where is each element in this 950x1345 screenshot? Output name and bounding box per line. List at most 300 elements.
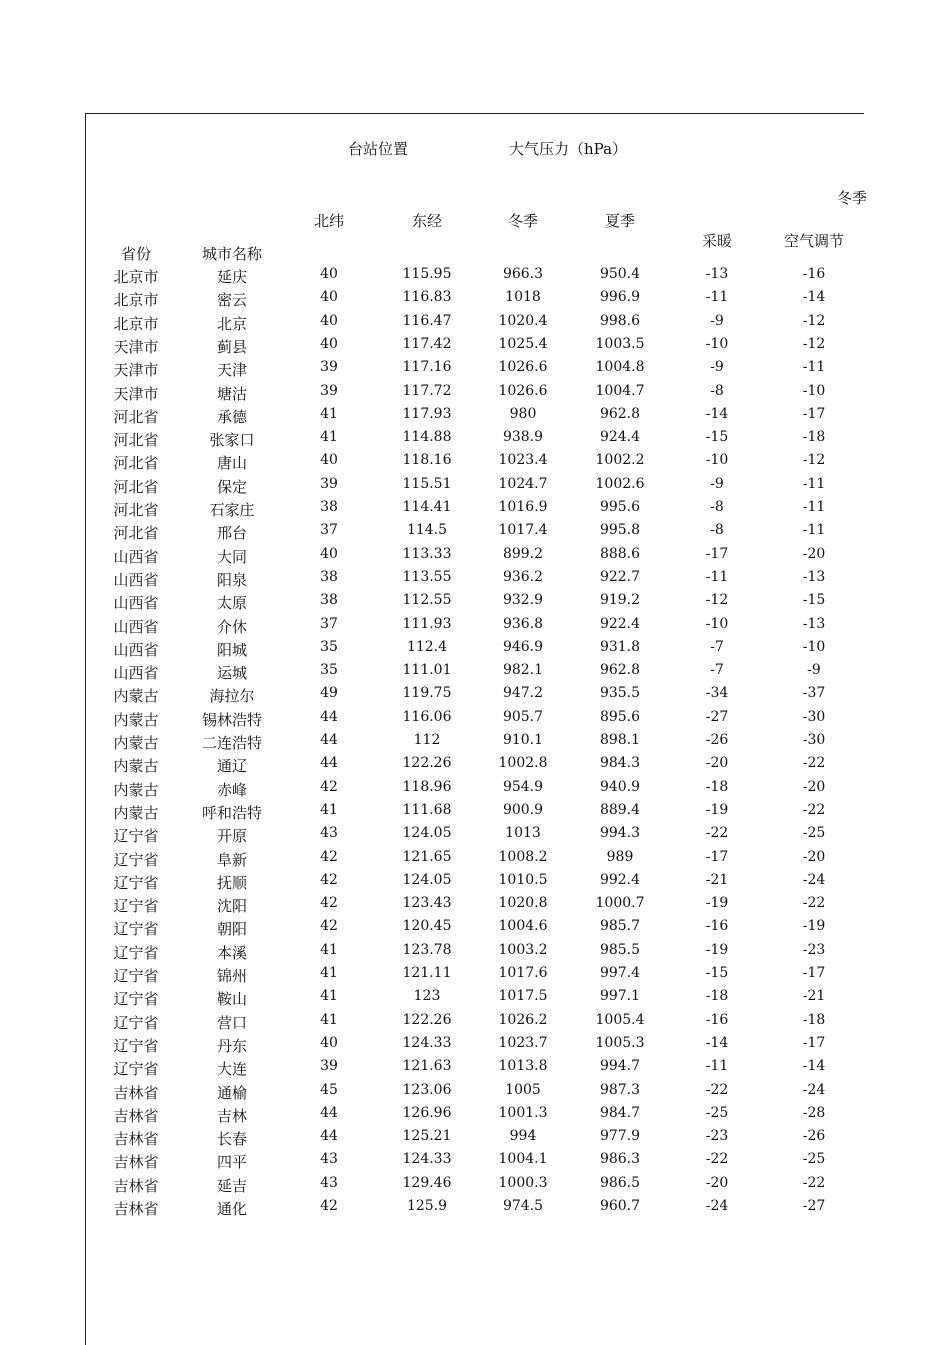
cell-summer-pressure: 977.9 bbox=[599, 1128, 641, 1145]
cell-heating-temp: -13 bbox=[705, 266, 729, 282]
cell-aircon-temp: -12 bbox=[802, 312, 826, 329]
cell-aircon-temp: -30 bbox=[802, 708, 826, 725]
cell-winter-pressure: 1004.6 bbox=[498, 918, 548, 935]
cell-lon: 113.55 bbox=[402, 568, 452, 585]
cell-aircon-temp: -19 bbox=[802, 918, 826, 935]
cell-province: 山西省 bbox=[113, 570, 159, 589]
cell-lon: 124.33 bbox=[402, 1151, 452, 1168]
cell-lon: 125.9 bbox=[406, 1198, 448, 1214]
cell-lat: 38 bbox=[320, 499, 338, 515]
cell-lon: 117.72 bbox=[402, 382, 452, 399]
cell-aircon-temp: -30 bbox=[802, 732, 826, 748]
cell-summer-pressure: 994.7 bbox=[599, 1058, 641, 1075]
cell-winter-pressure: 1008.2 bbox=[498, 848, 548, 865]
cell-heating-temp: -16 bbox=[705, 918, 729, 935]
cell-winter-pressure: 1025.4 bbox=[498, 335, 548, 352]
cell-province: 吉林省 bbox=[113, 1083, 159, 1102]
cell-aircon-temp: -14 bbox=[802, 289, 826, 306]
header-province: 省份 bbox=[120, 245, 152, 263]
header-pressure: 大气压力（hPa） bbox=[508, 140, 628, 158]
cell-heating-temp: -18 bbox=[705, 778, 729, 795]
cell-summer-pressure: 992.4 bbox=[599, 871, 641, 888]
cell-city: 营口 bbox=[216, 1013, 248, 1032]
cell-summer-pressure: 960.7 bbox=[599, 1198, 641, 1214]
cell-city: 北京 bbox=[216, 314, 248, 333]
cell-lat: 41 bbox=[320, 1011, 338, 1028]
cell-winter-pressure: 905.7 bbox=[502, 708, 544, 725]
cell-lat: 42 bbox=[320, 1198, 338, 1214]
cell-lon: 118.96 bbox=[402, 778, 452, 795]
cell-heating-temp: -34 bbox=[705, 685, 729, 702]
cell-summer-pressure: 962.8 bbox=[599, 662, 641, 679]
cell-lon: 119.75 bbox=[402, 685, 452, 702]
cell-lat: 42 bbox=[320, 778, 338, 795]
cell-heating-temp: -10 bbox=[705, 335, 729, 352]
cell-city: 长春 bbox=[216, 1130, 248, 1149]
cell-city: 蓟县 bbox=[216, 337, 248, 356]
cell-city: 塘沽 bbox=[216, 384, 248, 403]
cell-lat: 44 bbox=[320, 1104, 338, 1121]
header-station-position: 台站位置 bbox=[347, 140, 409, 158]
cell-city: 密云 bbox=[216, 291, 248, 310]
cell-winter-pressure: 1023.7 bbox=[498, 1034, 548, 1051]
cell-lat: 37 bbox=[320, 615, 338, 632]
cell-lon: 124.05 bbox=[402, 871, 452, 888]
cell-heating-temp: -17 bbox=[705, 848, 729, 865]
cell-lon: 121.11 bbox=[402, 965, 452, 981]
cell-lat: 40 bbox=[320, 312, 338, 329]
cell-heating-temp: -11 bbox=[705, 1058, 729, 1075]
cell-heating-temp: -27 bbox=[705, 708, 729, 725]
cell-province: 辽宁省 bbox=[113, 920, 159, 939]
cell-winter-pressure: 1013 bbox=[505, 825, 541, 842]
cell-lon: 114.88 bbox=[402, 429, 452, 446]
cell-province: 辽宁省 bbox=[113, 1060, 159, 1079]
cell-lat: 37 bbox=[320, 522, 338, 539]
cell-summer-pressure: 935.5 bbox=[599, 685, 641, 702]
cell-winter-pressure: 1023.4 bbox=[498, 452, 548, 469]
cell-winter-pressure: 1010.5 bbox=[498, 871, 548, 888]
cell-aircon-temp: -28 bbox=[802, 1104, 826, 1121]
cell-province: 河北省 bbox=[113, 431, 159, 450]
cell-lon: 123 bbox=[413, 988, 441, 1005]
cell-heating-temp: -15 bbox=[705, 965, 729, 981]
cell-lat: 42 bbox=[320, 895, 338, 912]
cell-heating-temp: -8 bbox=[710, 522, 724, 539]
cell-lon: 120.45 bbox=[402, 918, 452, 935]
header-lon: 东经 bbox=[411, 212, 443, 230]
cell-summer-pressure: 989 bbox=[606, 848, 634, 865]
cell-summer-pressure: 998.6 bbox=[599, 312, 641, 329]
cell-lon: 113.33 bbox=[402, 545, 452, 562]
cell-aircon-temp: -24 bbox=[802, 1081, 826, 1098]
cell-lat: 39 bbox=[320, 475, 338, 492]
cell-lon: 114.41 bbox=[402, 499, 452, 515]
cell-lon: 112.55 bbox=[402, 592, 452, 609]
cell-province: 内蒙古 bbox=[113, 757, 159, 776]
cell-city: 阳泉 bbox=[216, 570, 248, 589]
cell-lon: 114.5 bbox=[406, 522, 448, 539]
cell-aircon-temp: -24 bbox=[802, 871, 826, 888]
cell-lat: 43 bbox=[320, 825, 338, 842]
cell-aircon-temp: -21 bbox=[802, 988, 826, 1005]
cell-aircon-temp: -22 bbox=[802, 801, 826, 818]
cell-winter-pressure: 954.9 bbox=[502, 778, 544, 795]
cell-winter-pressure: 1017.4 bbox=[498, 522, 548, 539]
cell-winter-pressure: 1016.9 bbox=[498, 499, 548, 515]
cell-summer-pressure: 1004.8 bbox=[595, 359, 645, 376]
cell-winter-pressure: 1018 bbox=[505, 289, 541, 306]
cell-summer-pressure: 985.5 bbox=[599, 941, 641, 958]
cell-province: 辽宁省 bbox=[113, 990, 159, 1009]
cell-lat: 38 bbox=[320, 568, 338, 585]
cell-aircon-temp: -15 bbox=[802, 592, 826, 609]
cell-heating-temp: -22 bbox=[705, 1151, 729, 1168]
cell-winter-pressure: 1013.8 bbox=[498, 1058, 548, 1075]
cell-city: 阜新 bbox=[216, 850, 248, 869]
cell-province: 河北省 bbox=[113, 477, 159, 496]
cell-province: 天津市 bbox=[113, 361, 159, 380]
cell-heating-temp: -22 bbox=[705, 1081, 729, 1098]
cell-province: 山西省 bbox=[113, 617, 159, 636]
cell-summer-pressure: 950.4 bbox=[599, 266, 641, 282]
cell-aircon-temp: -23 bbox=[802, 941, 826, 958]
cell-province: 山西省 bbox=[113, 594, 159, 613]
cell-winter-pressure: 899.2 bbox=[502, 545, 544, 562]
cell-lon: 122.26 bbox=[402, 1011, 452, 1028]
header-city: 城市名称 bbox=[201, 245, 263, 263]
cell-province: 内蒙古 bbox=[113, 710, 159, 729]
cell-lon: 123.06 bbox=[402, 1081, 452, 1098]
cell-winter-pressure: 938.9 bbox=[502, 429, 544, 446]
cell-aircon-temp: -22 bbox=[802, 1174, 826, 1191]
cell-province: 吉林省 bbox=[113, 1176, 159, 1195]
cell-province: 辽宁省 bbox=[113, 827, 159, 846]
cell-province: 吉林省 bbox=[113, 1130, 159, 1149]
cell-lon: 116.83 bbox=[402, 289, 452, 306]
header-heating: 采暖 bbox=[701, 232, 733, 250]
cell-lat: 42 bbox=[320, 871, 338, 888]
cell-winter-pressure: 910.1 bbox=[502, 732, 544, 748]
header-lat: 北纬 bbox=[313, 212, 345, 230]
cell-city: 承德 bbox=[216, 407, 248, 426]
cell-summer-pressure: 1004.7 bbox=[595, 382, 645, 399]
cell-city: 介休 bbox=[216, 617, 248, 636]
cell-lat: 43 bbox=[320, 1174, 338, 1191]
cell-lat: 44 bbox=[320, 755, 338, 772]
cell-city: 延庆 bbox=[216, 268, 248, 286]
cell-aircon-temp: -12 bbox=[802, 452, 826, 469]
cell-lon: 111.68 bbox=[402, 801, 452, 818]
cell-province: 内蒙古 bbox=[113, 687, 159, 706]
cell-heating-temp: -7 bbox=[710, 638, 724, 655]
cell-province: 吉林省 bbox=[113, 1153, 159, 1172]
cell-heating-temp: -20 bbox=[705, 755, 729, 772]
cell-lon: 112.4 bbox=[406, 638, 448, 655]
cell-province: 内蒙古 bbox=[113, 803, 159, 822]
cell-province: 吉林省 bbox=[113, 1106, 159, 1125]
cell-city: 沈阳 bbox=[216, 897, 248, 916]
cell-heating-temp: -23 bbox=[705, 1128, 729, 1145]
cell-heating-temp: -9 bbox=[710, 475, 724, 492]
cell-summer-pressure: 995.6 bbox=[599, 499, 641, 515]
cell-winter-pressure: 1005 bbox=[505, 1081, 541, 1098]
cell-lat: 49 bbox=[320, 685, 338, 702]
cell-summer-pressure: 1005.4 bbox=[595, 1011, 645, 1028]
cell-province: 辽宁省 bbox=[113, 873, 159, 892]
cell-city: 运城 bbox=[216, 664, 248, 683]
cell-lat: 41 bbox=[320, 941, 338, 958]
cell-lon: 111.93 bbox=[402, 615, 452, 632]
cell-winter-pressure: 932.9 bbox=[502, 592, 544, 609]
cell-lat: 38 bbox=[320, 592, 338, 609]
cell-summer-pressure: 940.9 bbox=[599, 778, 641, 795]
cell-province: 北京市 bbox=[113, 314, 159, 333]
cell-summer-pressure: 1002.6 bbox=[595, 475, 645, 492]
cell-lon: 121.63 bbox=[402, 1058, 452, 1075]
cell-summer-pressure: 1000.7 bbox=[595, 895, 645, 912]
cell-winter-pressure: 1026.6 bbox=[498, 359, 548, 376]
header-winter: 冬季 bbox=[507, 212, 539, 230]
cell-province: 辽宁省 bbox=[113, 943, 159, 962]
cell-aircon-temp: -10 bbox=[802, 382, 826, 399]
cell-winter-pressure: 994 bbox=[509, 1128, 537, 1145]
cell-summer-pressure: 995.8 bbox=[599, 522, 641, 539]
cell-aircon-temp: -11 bbox=[802, 359, 826, 376]
cell-winter-pressure: 974.5 bbox=[502, 1198, 544, 1214]
cell-city: 开原 bbox=[216, 827, 248, 846]
cell-aircon-temp: -16 bbox=[802, 266, 826, 282]
cell-city: 石家庄 bbox=[209, 501, 255, 519]
cell-winter-pressure: 1002.8 bbox=[498, 755, 548, 772]
cell-lon: 123.78 bbox=[402, 941, 452, 958]
cell-province: 山西省 bbox=[113, 664, 159, 683]
cell-winter-pressure: 1000.3 bbox=[498, 1174, 548, 1191]
cell-city: 通榆 bbox=[216, 1083, 248, 1102]
cell-lon: 117.16 bbox=[402, 359, 452, 376]
cell-city: 大连 bbox=[216, 1060, 248, 1079]
header-aircon: 空气调节 bbox=[783, 232, 845, 250]
cell-winter-pressure: 947.2 bbox=[502, 685, 544, 702]
cell-lon: 117.93 bbox=[402, 405, 452, 422]
cell-aircon-temp: -22 bbox=[802, 755, 826, 772]
cell-summer-pressure: 962.8 bbox=[599, 405, 641, 422]
cell-summer-pressure: 898.1 bbox=[599, 732, 641, 748]
cell-lat: 41 bbox=[320, 429, 338, 446]
cell-city: 保定 bbox=[216, 477, 248, 496]
cell-winter-pressure: 936.2 bbox=[502, 568, 544, 585]
cell-aircon-temp: -25 bbox=[802, 1151, 826, 1168]
cell-summer-pressure: 1002.2 bbox=[595, 452, 645, 469]
cell-province: 吉林省 bbox=[113, 1200, 159, 1218]
cell-summer-pressure: 994.3 bbox=[599, 825, 641, 842]
cell-aircon-temp: -27 bbox=[802, 1198, 826, 1214]
cell-heating-temp: -8 bbox=[710, 382, 724, 399]
cell-aircon-temp: -20 bbox=[802, 778, 826, 795]
cell-lon: 124.05 bbox=[402, 825, 452, 842]
cell-province: 河北省 bbox=[113, 454, 159, 473]
cell-lat: 42 bbox=[320, 918, 338, 935]
cell-heating-temp: -19 bbox=[705, 941, 729, 958]
cell-aircon-temp: -17 bbox=[802, 405, 826, 422]
cell-aircon-temp: -12 bbox=[802, 335, 826, 352]
cell-city: 抚顺 bbox=[216, 873, 248, 892]
cell-lon: 122.26 bbox=[402, 755, 452, 772]
cell-lon: 118.16 bbox=[402, 452, 452, 469]
cell-lat: 45 bbox=[320, 1081, 338, 1098]
cell-province: 辽宁省 bbox=[113, 1013, 159, 1032]
cell-summer-pressure: 919.2 bbox=[599, 592, 641, 609]
cell-heating-temp: -19 bbox=[705, 801, 729, 818]
cell-heating-temp: -15 bbox=[705, 429, 729, 446]
cell-city: 二连浩特 bbox=[201, 734, 263, 752]
cell-aircon-temp: -20 bbox=[802, 848, 826, 865]
cell-lat: 44 bbox=[320, 732, 338, 748]
cell-heating-temp: -22 bbox=[705, 825, 729, 842]
cell-lon: 125.21 bbox=[402, 1128, 452, 1145]
cell-province: 北京市 bbox=[113, 268, 159, 286]
cell-summer-pressure: 984.3 bbox=[599, 755, 641, 772]
cell-aircon-temp: -17 bbox=[802, 1034, 826, 1051]
cell-heating-temp: -16 bbox=[705, 1011, 729, 1028]
cell-city: 海拉尔 bbox=[209, 687, 255, 706]
cell-summer-pressure: 984.7 bbox=[599, 1104, 641, 1121]
cell-summer-pressure: 986.3 bbox=[599, 1151, 641, 1168]
cell-lon: 111.01 bbox=[402, 662, 452, 679]
cell-summer-pressure: 996.9 bbox=[599, 289, 641, 306]
cell-lat: 43 bbox=[320, 1151, 338, 1168]
cell-winter-pressure: 1004.1 bbox=[498, 1151, 548, 1168]
cell-city: 唐山 bbox=[216, 454, 248, 473]
cell-city: 大同 bbox=[216, 547, 248, 566]
cell-heating-temp: -21 bbox=[705, 871, 729, 888]
cell-province: 天津市 bbox=[113, 337, 159, 356]
cell-lon: 121.65 bbox=[402, 848, 452, 865]
cell-summer-pressure: 922.7 bbox=[599, 568, 641, 585]
cell-city: 赤峰 bbox=[216, 780, 248, 799]
cell-lat: 40 bbox=[320, 266, 338, 282]
cell-lat: 41 bbox=[320, 801, 338, 818]
cell-lon: 124.33 bbox=[402, 1034, 452, 1051]
cell-winter-pressure: 900.9 bbox=[502, 801, 544, 818]
cell-aircon-temp: -10 bbox=[802, 638, 826, 655]
cell-summer-pressure: 997.4 bbox=[599, 965, 641, 981]
cell-summer-pressure: 888.6 bbox=[599, 545, 641, 562]
cell-province: 辽宁省 bbox=[113, 1036, 159, 1055]
cell-lat: 35 bbox=[320, 662, 338, 679]
cell-lon: 112 bbox=[413, 732, 441, 748]
cell-heating-temp: -10 bbox=[705, 615, 729, 632]
cell-heating-temp: -11 bbox=[705, 289, 729, 306]
cell-summer-pressure: 889.4 bbox=[599, 801, 641, 818]
cell-city: 锡林浩特 bbox=[201, 710, 263, 729]
cell-heating-temp: -11 bbox=[705, 568, 729, 585]
cell-lat: 40 bbox=[320, 545, 338, 562]
cell-winter-pressure: 1017.5 bbox=[498, 988, 548, 1005]
cell-winter-pressure: 1001.3 bbox=[498, 1104, 548, 1121]
cell-lat: 40 bbox=[320, 289, 338, 306]
cell-province: 天津市 bbox=[113, 384, 159, 403]
cell-heating-temp: -14 bbox=[705, 1034, 729, 1051]
cell-aircon-temp: -18 bbox=[802, 429, 826, 446]
cell-aircon-temp: -11 bbox=[802, 475, 826, 492]
cell-winter-pressure: 1017.6 bbox=[498, 965, 548, 981]
cell-city: 丹东 bbox=[216, 1036, 248, 1055]
cell-city: 四平 bbox=[216, 1153, 248, 1172]
cell-aircon-temp: -37 bbox=[802, 685, 826, 702]
cell-city: 吉林 bbox=[216, 1106, 248, 1125]
cell-heating-temp: -8 bbox=[710, 499, 724, 515]
cell-summer-pressure: 997.1 bbox=[599, 988, 641, 1005]
cell-lat: 44 bbox=[320, 708, 338, 725]
cell-aircon-temp: -13 bbox=[802, 615, 826, 632]
cell-heating-temp: -19 bbox=[705, 895, 729, 912]
cell-province: 山西省 bbox=[113, 547, 159, 566]
cell-lon: 117.42 bbox=[402, 335, 452, 352]
cell-summer-pressure: 895.6 bbox=[599, 708, 641, 725]
cell-lat: 39 bbox=[320, 359, 338, 376]
cell-city: 阳城 bbox=[216, 640, 248, 659]
cell-lon: 123.43 bbox=[402, 895, 452, 912]
cell-city: 通化 bbox=[216, 1200, 248, 1218]
cell-lon: 116.06 bbox=[402, 708, 452, 725]
cell-city: 锦州 bbox=[216, 967, 248, 985]
cell-winter-pressure: 980 bbox=[509, 405, 537, 422]
cell-city: 延吉 bbox=[216, 1176, 248, 1195]
cell-lat: 39 bbox=[320, 1058, 338, 1075]
cell-aircon-temp: -9 bbox=[807, 662, 821, 679]
cell-province: 辽宁省 bbox=[113, 850, 159, 869]
header-summer: 夏季 bbox=[604, 212, 636, 230]
cell-city: 呼和浩特 bbox=[201, 803, 263, 822]
cell-city: 天津 bbox=[216, 361, 248, 380]
cell-summer-pressure: 931.8 bbox=[599, 638, 641, 655]
cell-summer-pressure: 986.5 bbox=[599, 1174, 641, 1191]
cell-winter-pressure: 1003.2 bbox=[498, 941, 548, 958]
cell-lat: 40 bbox=[320, 335, 338, 352]
cell-lon: 129.46 bbox=[402, 1174, 452, 1191]
cell-lat: 44 bbox=[320, 1128, 338, 1145]
cell-heating-temp: -14 bbox=[705, 405, 729, 422]
cell-winter-pressure: 966.3 bbox=[502, 266, 544, 282]
cell-aircon-temp: -14 bbox=[802, 1058, 826, 1075]
cell-lon: 126.96 bbox=[402, 1104, 452, 1121]
cell-heating-temp: -7 bbox=[710, 662, 724, 679]
cell-aircon-temp: -25 bbox=[802, 825, 826, 842]
cell-winter-pressure: 936.8 bbox=[502, 615, 544, 632]
cell-province: 辽宁省 bbox=[113, 897, 159, 916]
cell-heating-temp: -12 bbox=[705, 592, 729, 609]
cell-winter-pressure: 1024.7 bbox=[498, 475, 548, 492]
cell-heating-temp: -17 bbox=[705, 545, 729, 562]
cell-winter-pressure: 1020.8 bbox=[498, 895, 548, 912]
cell-aircon-temp: -26 bbox=[802, 1128, 826, 1145]
cell-heating-temp: -18 bbox=[705, 988, 729, 1005]
cell-lat: 40 bbox=[320, 452, 338, 469]
cell-lat: 39 bbox=[320, 382, 338, 399]
cell-winter-pressure: 1020.4 bbox=[498, 312, 548, 329]
cell-heating-temp: -24 bbox=[705, 1198, 729, 1214]
cell-city: 通辽 bbox=[216, 757, 248, 776]
cell-heating-temp: -20 bbox=[705, 1174, 729, 1191]
cell-aircon-temp: -22 bbox=[802, 895, 826, 912]
cell-lat: 41 bbox=[320, 965, 338, 981]
cell-heating-temp: -10 bbox=[705, 452, 729, 469]
cell-lat: 35 bbox=[320, 638, 338, 655]
cell-lat: 41 bbox=[320, 405, 338, 422]
cell-summer-pressure: 987.3 bbox=[599, 1081, 641, 1098]
cell-lon: 115.51 bbox=[402, 475, 452, 492]
